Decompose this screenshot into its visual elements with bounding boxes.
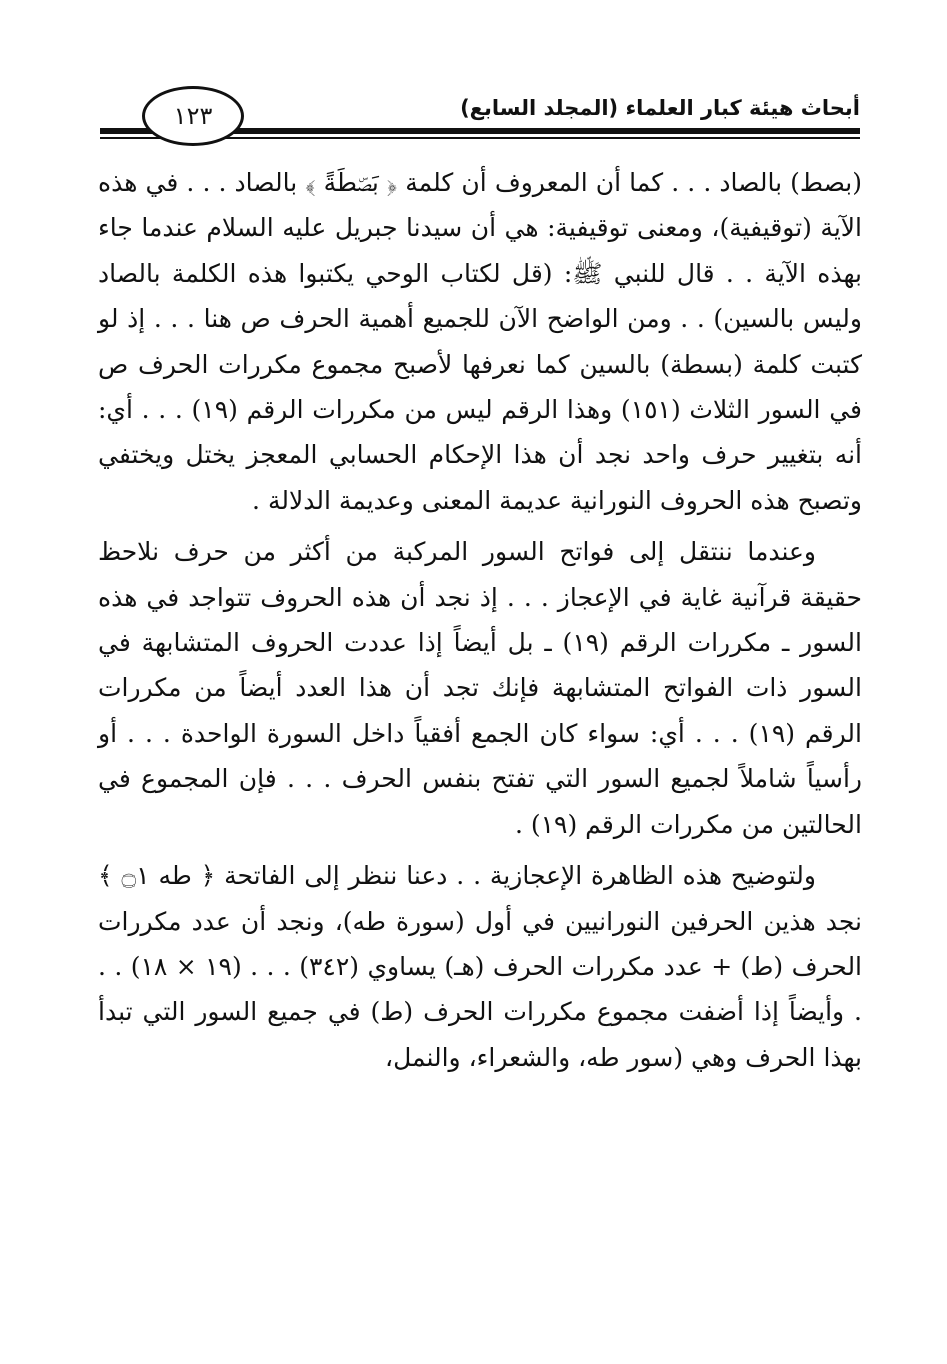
page-number: ١٢٣ [142, 86, 244, 146]
paragraph-2: وعندما ننتقل إلى فواتح السور المركبة من أكثر من حرف نلاحظ حقيقة قرآنية غاية في الإعجاز . . . إذ نجد أن هذه الحروف تتواجد في هذه السور ـ مكررات الرقم (١٩) ـ بل أيضاً إذا عددت الحروف المتشابهة في السور ذات الفواتح المتشابهة فإنك تجد أن هذا العدد أيضاً من مكررات الرقم (١٩) . . . أي: سواء كان الجمع أفقياً داخل السورة الواحدة . . . أو رأسياً شاملاً لجميع السور التي تفتح بنفس الحرف . . . فإن المجموع في الحالتين من مكررات الرقم (١٩) . [98, 537, 862, 839]
running-title: أبحاث هيئة كبار العلماء (المجلد السابع) [460, 96, 860, 120]
body-text [98, 160, 862, 1080]
paragraph-1: (بصط) بالصاد . . . كما أن المعروف أن كلمة ﴿ بَصۜطَةً ﴾ بالصاد . . . في هذه الآية (توقيفية)، ومعنى توقيفية: هي أن سيدنا جبريل عليه السلام عندما جاء بهذه الآية . . قال للنبي ﷺ: (قل لكتاب الوحي يكتبوا هذه الكلمة بالصاد وليس بالسين) . . ومن الواضح الآن للجميع أهمية الحرف ص هنا . . . إذ لو كتبت كلمة (بسطة) بالسين كما نعرفها لأصبح مجموع مكررات الحرف ص في السور الثلاث (١٥١) وهذا الرقم ليس من مكررات الرقم (١٩) . . . أي: أنه بتغيير حرف واحد نجد أن هذا الإحكام الحسابي المعجز يختل ويختفي وتصبح هذه الحروف النورانية عديمة المعنى وعديمة الدلالة . [98, 168, 862, 515]
paragraph-3: ولتوضيح هذه الظاهرة الإعجازية . . دعنا ننظر إلى الفاتحة ﴿ طه ۝١ ﴾ نجد هذين الحرفين النورانيين في أول (سورة طه)، ونجد أن عدد مكررات الحرف (ط) + عدد مكررات الحرف (هـ) يساوي (٣٤٢) . . . (١٩ × ١٨) . . . وأيضاً إذا أضفت مجموع مكررات الحرف (ط) في جميع السور التي تبدأ بهذا الحرف وهي (سور طه، والشعراء، والنمل، [98, 861, 863, 1072]
